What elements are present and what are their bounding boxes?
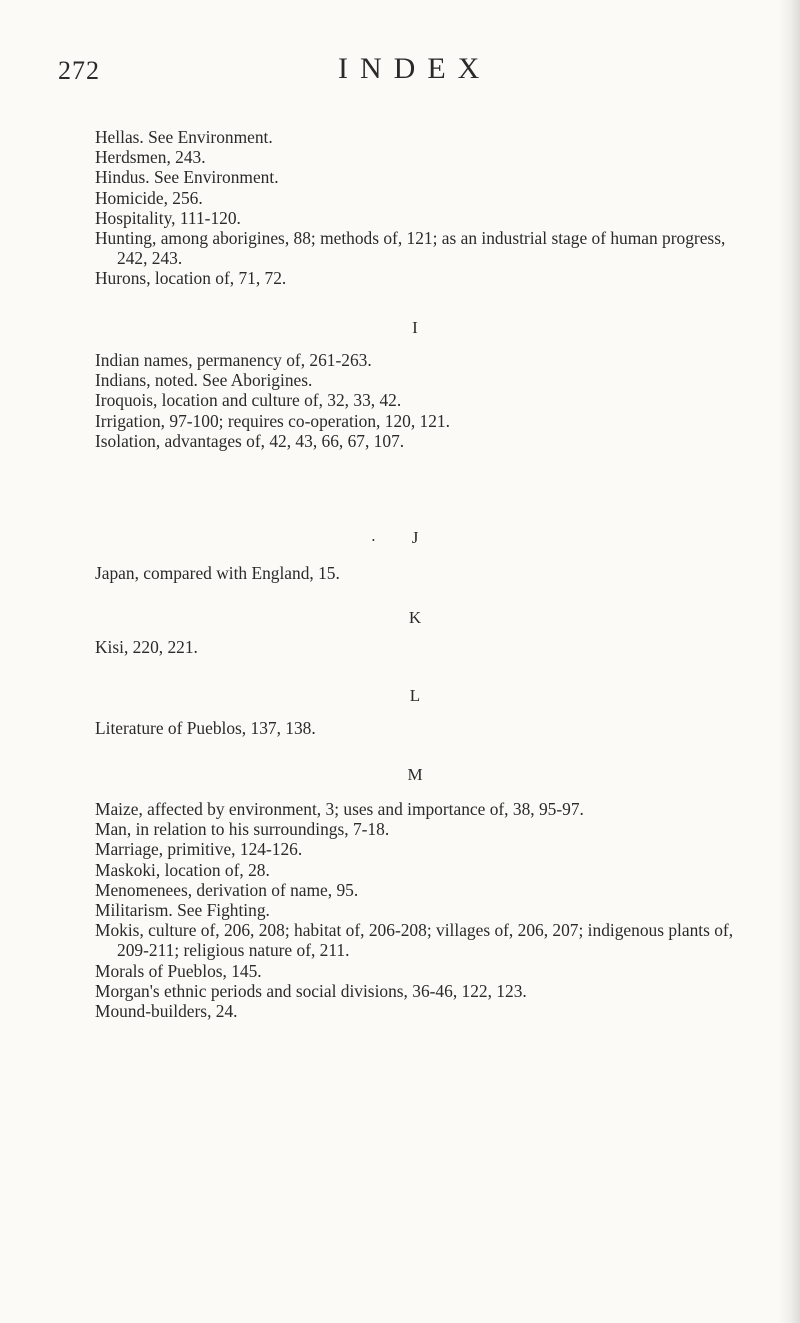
section-letter-j: J <box>411 528 419 547</box>
page-edge-shadow <box>778 0 800 1323</box>
section-l-entries <box>95 718 735 738</box>
index-entry: Isolation, advantages of, 42, 43, 66, 67, 107. <box>95 430 405 451</box>
index-entry: Man, in relation to his surroundings, 7-18. <box>95 819 390 840</box>
index-entry: Mokis, culture of, 206, 208; habitat of, 206-208; villages of, 206, 207; indigenous plants of, 209-211; religious nature of, 211. <box>95 920 734 961</box>
index-entry: Iroquois, location and culture of, 32, 33, 42. <box>95 390 402 411</box>
section-m-entries <box>95 799 735 1021</box>
index-entry: Maize, affected by environment, 3; uses and importance of, 38, 95-97. <box>95 799 584 819</box>
index-entry: Hospitality, 111-120. <box>95 207 241 228</box>
index-entry: Maskoki, location of, 28. <box>95 859 270 880</box>
index-entry: Herdsmen, 243. <box>95 147 206 168</box>
index-entry: Morals of Pueblos, 145. <box>95 960 262 981</box>
page-header <box>58 52 758 92</box>
index-entry: Hunting, among aborigines, 88; methods of, 121; as an industrial stage of human progress, 242, 243. <box>95 228 726 269</box>
section-letter-i: I <box>412 318 418 337</box>
section-letter-l: L <box>409 686 421 705</box>
index-entry: Hindus. See Environment. <box>95 167 279 188</box>
index-entry: Literature of Pueblos, 137, 138. <box>95 718 316 738</box>
index-entry: Irrigation, 97-100; requires co-operation, 120, 121. <box>95 410 450 431</box>
section-i-entries <box>95 350 735 451</box>
index-entry: Morgan's ethnic periods and social divisions, 36-46, 122, 123. <box>95 980 527 1001</box>
index-entry: Homicide, 256. <box>95 187 203 208</box>
running-head: INDEX <box>338 52 492 85</box>
index-entry: Japan, compared with England, 15. <box>95 563 340 583</box>
section-k-entries <box>95 637 735 657</box>
index-entry: Menomenees, derivation of name, 95. <box>95 879 359 900</box>
page-number: 272 <box>58 56 100 85</box>
section-j-entries <box>95 563 735 583</box>
index-entry: Hellas. See Environment. <box>95 127 273 147</box>
index-entry: Indian names, permanency of, 261-263. <box>95 350 372 370</box>
section-h-entries <box>95 127 735 289</box>
index-entry: Militarism. See Fighting. <box>95 900 270 921</box>
section-letter-k: K <box>408 608 422 627</box>
index-entry: Kisi, 220, 221. <box>95 637 198 657</box>
print-speck: • <box>372 536 375 545</box>
index-entry: Mound-builders, 24. <box>95 1001 238 1022</box>
section-letter-m: M <box>407 765 423 784</box>
index-entry: Hurons, location of, 71, 72. <box>95 268 287 289</box>
index-entry: Marriage, primitive, 124-126. <box>95 839 303 860</box>
index-entry: Indians, noted. See Aborigines. <box>95 370 313 391</box>
